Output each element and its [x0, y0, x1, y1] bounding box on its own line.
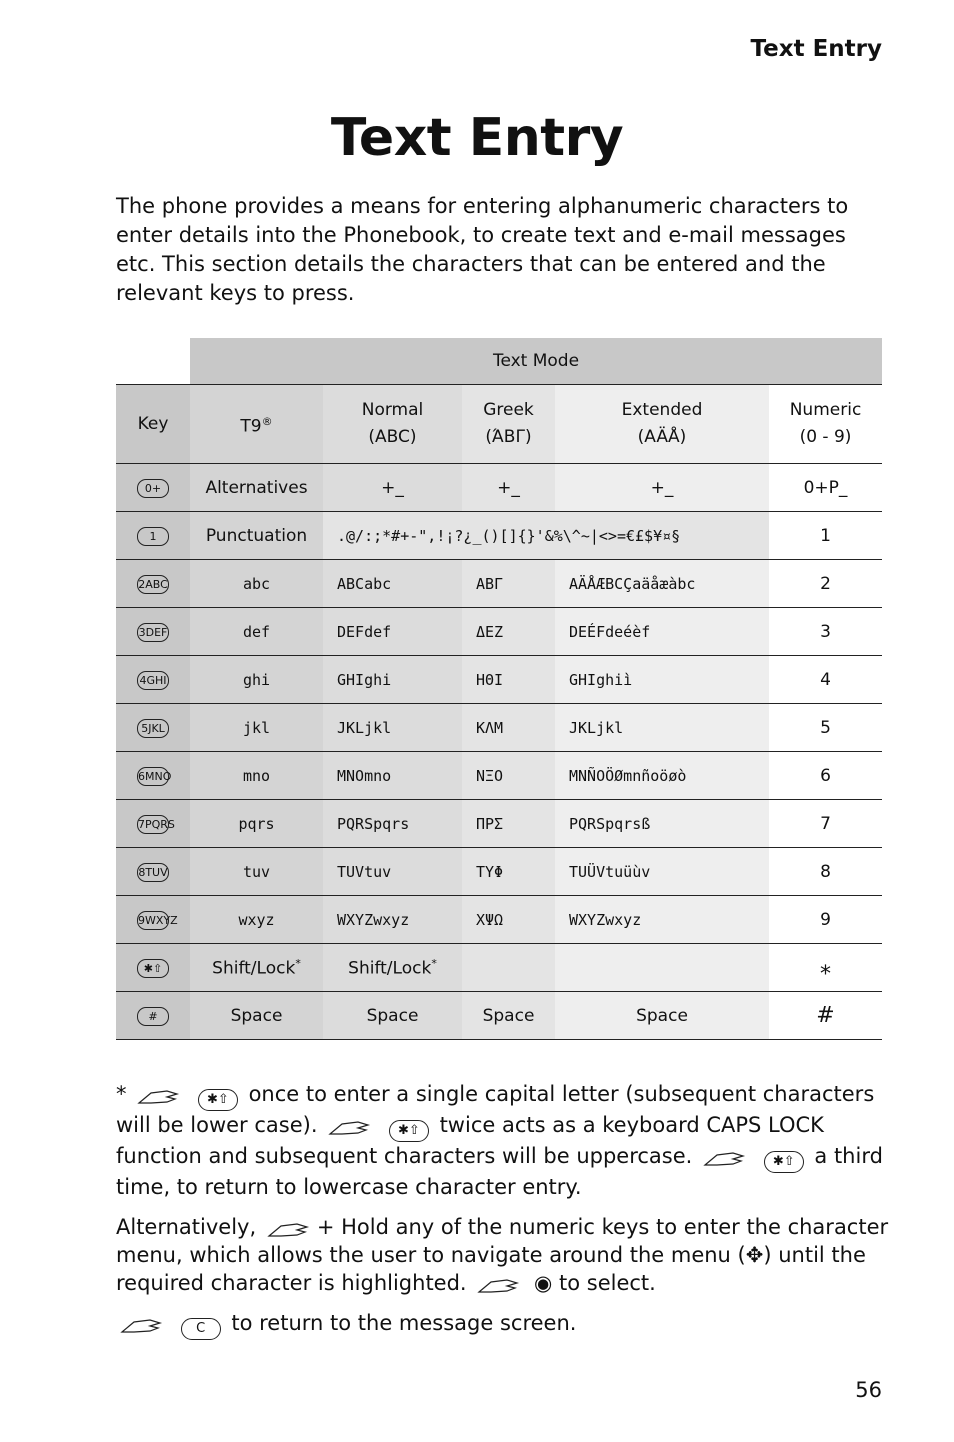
running-header: Text Entry — [750, 36, 882, 62]
table-row: 6MNO mno MNOmno ΝΞΟ MNÑOÖØmnñoöøò 6 — [116, 752, 882, 800]
note-shift-lock: * ✱⇧ once to enter a single capital letter (subsequent characters will be lower case). ✱⇧ twice acts as a keyboard CAPS LOCK function and subsequent characters will be uppercase. ✱⇧ a third time, to return to lowercase character entry. — [116, 1082, 883, 1199]
col-header-numeric: Numeric (0 - 9) — [769, 385, 882, 464]
table-row: 4GHI ghi GHIghi ΗΘΙ GHIghiì 4 — [116, 656, 882, 704]
notes-section — [116, 1080, 896, 1352]
key-8-icon: 8TUV — [137, 863, 169, 882]
key-star-icon: ✱⇧ — [137, 959, 169, 978]
star-key-icon: ✱⇧ — [198, 1089, 238, 1111]
intro-paragraph: The phone provides a means for entering alphanumeric characters to enter details into the Phonebook, to create text and e-mail messages etc. This section details the characters that can be entered and the relevant keys to press. — [116, 194, 849, 305]
page-number: 56 — [855, 1378, 882, 1402]
select-key-icon: ◉ — [533, 1271, 553, 1295]
table-row: 9WXYZ wxyz WXYZwxyz ΧΨΩ WXYZwxyz 9 — [116, 896, 882, 944]
key-5-icon: 5JKL — [137, 719, 169, 738]
key-9-icon: 9WXYZ — [137, 911, 169, 930]
press-hand-icon — [137, 1085, 183, 1107]
note-return: C to return to the message screen. — [116, 1309, 896, 1340]
key-2-icon: 2ABC — [137, 575, 169, 594]
page-title: Text Entry — [330, 108, 624, 168]
table-row: 3DEF def DEFdef ΔΕΖ DEÉFdeéèf 3 — [116, 608, 882, 656]
col-header-greek: Greek (ΆΒΓ) — [462, 385, 555, 464]
table-row: 7PQRS pqrs PQRSpqrs ΠΡΣ PQRSpqrsß 7 — [116, 800, 882, 848]
table-row: ✱⇧ Shift/Lock* Shift/Lock* ⁎ — [116, 944, 882, 992]
text-mode-table — [116, 338, 882, 1040]
col-header-t9: T9® — [190, 385, 323, 464]
key-0-icon: 0+ — [137, 479, 169, 498]
clear-key-icon: C — [181, 1318, 221, 1340]
press-hand-icon — [120, 1314, 166, 1336]
press-hand-icon — [267, 1218, 313, 1240]
table-row: 1 Punctuation .@/:;*#+-",!¡?¿_()[]{}'&%\^~|<>=€£$¥¤§ 1 — [116, 512, 882, 560]
text-mode-header: Text Mode — [190, 338, 882, 385]
press-hand-icon — [477, 1274, 523, 1296]
key-1-icon: 1 — [137, 527, 169, 546]
key-7-icon: 7PQRS — [137, 815, 169, 834]
press-hand-icon — [703, 1147, 749, 1169]
table-row: 8TUV tuv TUVtuv ΤΥΦ TUÜVtuüùv 8 — [116, 848, 882, 896]
note-alternatives: Alternatively, + Hold any of the numeric keys to enter the character menu, which allows the user to navigate around the menu (✥) until the required character is highlighted. ◉ to select. — [116, 1215, 889, 1295]
table-row: 5JKL jkl JKLjkl ΚΛΜ JKLjkl 5 — [116, 704, 882, 752]
key-3-icon: 3DEF — [137, 623, 169, 642]
table-row: 2ABC abc ABCabc ΑΒΓ AÄÅÆBCÇaäåæàbc 2 — [116, 560, 882, 608]
key-6-icon: 6MNO — [137, 767, 169, 786]
col-header-extended: Extended (AÄÅ) — [555, 385, 769, 464]
key-4-icon: 4GHI — [137, 671, 169, 690]
press-hand-icon — [328, 1116, 374, 1138]
col-header-normal: Normal (ABC) — [323, 385, 462, 464]
navigation-key-icon: ✥ — [745, 1243, 764, 1267]
table-row: # Space Space Space Space # — [116, 992, 882, 1040]
table-row: 0+ Alternatives +_ +_ +_ 0+P_ — [116, 464, 882, 512]
punctuation-cell: .@/:;*#+-",!¡?¿_()[]{}'&%\^~|<>=€£$¥¤§ — [323, 512, 769, 560]
col-header-key: Key — [116, 385, 190, 464]
star-key-icon: ✱⇧ — [389, 1120, 429, 1142]
key-hash-icon: # — [137, 1007, 169, 1026]
star-key-icon: ✱⇧ — [764, 1151, 804, 1173]
